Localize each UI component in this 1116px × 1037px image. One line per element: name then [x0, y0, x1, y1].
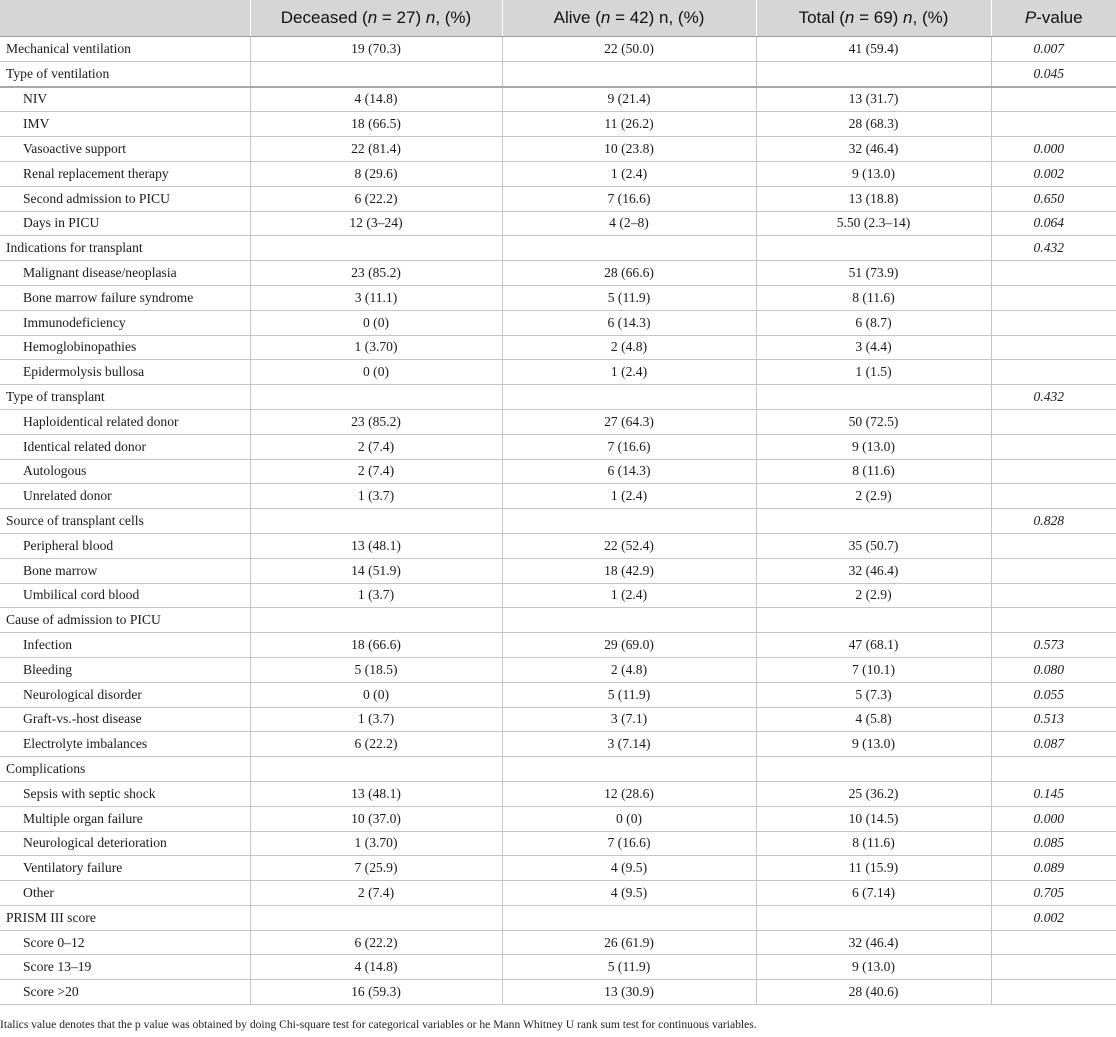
- table-row: [0, 409, 1116, 434]
- cell-deceased: 12 (3–24): [250, 211, 502, 236]
- cell-alive: 22 (50.0): [502, 37, 756, 62]
- cell-deceased: 18 (66.5): [250, 112, 502, 137]
- cell-p-value: 0.432: [991, 236, 1116, 261]
- cell-total: [756, 61, 991, 86]
- row-label: Electrolyte imbalances: [0, 732, 250, 757]
- table-row: [0, 633, 1116, 658]
- cell-p-value: [991, 261, 1116, 286]
- cell-total: 13 (18.8): [756, 186, 991, 211]
- cell-total: 50 (72.5): [756, 409, 991, 434]
- cell-deceased: 1 (3.7): [250, 583, 502, 608]
- row-label: Ventilatory failure: [0, 856, 250, 881]
- cell-p-value: [991, 558, 1116, 583]
- cell-p-value: 0.573: [991, 633, 1116, 658]
- row-label: Sepsis with septic shock: [0, 781, 250, 806]
- row-label: Neurological deterioration: [0, 831, 250, 856]
- cell-p-value: [991, 484, 1116, 509]
- row-label: Cause of admission to PICU: [0, 608, 250, 633]
- cell-p-value: 0.000: [991, 806, 1116, 831]
- cell-alive: 4 (9.5): [502, 881, 756, 906]
- header-alive: Alive (n = 42) n, (%): [502, 0, 756, 37]
- cell-total: 9 (13.0): [756, 732, 991, 757]
- cell-alive: 7 (16.6): [502, 831, 756, 856]
- cell-total: 5 (7.3): [756, 682, 991, 707]
- row-label: Neurological disorder: [0, 682, 250, 707]
- cell-deceased: 2 (7.4): [250, 881, 502, 906]
- cell-total: 28 (40.6): [756, 980, 991, 1005]
- cell-p-value: 0.828: [991, 509, 1116, 534]
- cell-total: 28 (68.3): [756, 112, 991, 137]
- table-row: [0, 657, 1116, 682]
- row-label: Second admission to PICU: [0, 186, 250, 211]
- cell-alive: 12 (28.6): [502, 781, 756, 806]
- cell-deceased: [250, 905, 502, 930]
- cell-total: 4 (5.8): [756, 707, 991, 732]
- cell-p-value: 0.045: [991, 61, 1116, 86]
- cell-total: 32 (46.4): [756, 930, 991, 955]
- header-row: [0, 0, 1116, 37]
- table-row: [0, 87, 1116, 112]
- cell-deceased: 13 (48.1): [250, 781, 502, 806]
- cell-p-value: 0.055: [991, 682, 1116, 707]
- row-label: Haploidentical related donor: [0, 409, 250, 434]
- cell-total: 7 (10.1): [756, 657, 991, 682]
- table-footnote: Italics value denotes that the p value was obtained by doing Chi-square test for categorical variables or he Mann Whitney U rank sum test for continuous variables.: [0, 1018, 757, 1031]
- cell-alive: 1 (2.4): [502, 484, 756, 509]
- table-row: [0, 285, 1116, 310]
- table-row: [0, 806, 1116, 831]
- row-label: Type of ventilation: [0, 61, 250, 86]
- cell-alive: 0 (0): [502, 806, 756, 831]
- cell-p-value: [991, 434, 1116, 459]
- row-label: Hemoglobinopathies: [0, 335, 250, 360]
- cell-p-value: [991, 757, 1116, 782]
- cell-total: [756, 608, 991, 633]
- cell-p-value: 0.080: [991, 657, 1116, 682]
- cell-alive: 2 (4.8): [502, 657, 756, 682]
- table-row: [0, 112, 1116, 137]
- row-label: Type of transplant: [0, 385, 250, 410]
- row-label: Epidermolysis bullosa: [0, 360, 250, 385]
- cell-p-value: 0.087: [991, 732, 1116, 757]
- table-row: [0, 484, 1116, 509]
- cell-total: 10 (14.5): [756, 806, 991, 831]
- cell-alive: 13 (30.9): [502, 980, 756, 1005]
- cell-p-value: 0.085: [991, 831, 1116, 856]
- table-row: [0, 161, 1116, 186]
- table-row: [0, 856, 1116, 881]
- cell-total: 6 (8.7): [756, 310, 991, 335]
- table-row: [0, 707, 1116, 732]
- table-row: [0, 881, 1116, 906]
- cell-deceased: [250, 385, 502, 410]
- row-label: IMV: [0, 112, 250, 137]
- cell-total: [756, 385, 991, 410]
- cell-p-value: [991, 608, 1116, 633]
- cell-total: 8 (11.6): [756, 831, 991, 856]
- row-label: Score 0–12: [0, 930, 250, 955]
- row-label: NIV: [0, 87, 250, 112]
- cell-alive: 3 (7.1): [502, 707, 756, 732]
- cell-alive: 11 (26.2): [502, 112, 756, 137]
- cell-deceased: 0 (0): [250, 682, 502, 707]
- row-label: Source of transplant cells: [0, 509, 250, 534]
- table-row: [0, 236, 1116, 261]
- cell-deceased: [250, 236, 502, 261]
- cell-deceased: 4 (14.8): [250, 955, 502, 980]
- cell-deceased: 6 (22.2): [250, 930, 502, 955]
- table-row: [0, 310, 1116, 335]
- cell-alive: 4 (2–8): [502, 211, 756, 236]
- table-row: [0, 261, 1116, 286]
- cell-deceased: [250, 61, 502, 86]
- cell-alive: [502, 385, 756, 410]
- header-p-value: P-value: [991, 0, 1116, 37]
- cell-total: 9 (13.0): [756, 955, 991, 980]
- cell-deceased: 0 (0): [250, 360, 502, 385]
- row-label: Complications: [0, 757, 250, 782]
- cell-p-value: [991, 930, 1116, 955]
- cell-p-value: 0.007: [991, 37, 1116, 62]
- cell-deceased: 2 (7.4): [250, 459, 502, 484]
- cell-total: 32 (46.4): [756, 558, 991, 583]
- cell-deceased: 5 (18.5): [250, 657, 502, 682]
- row-label: Immunodeficiency: [0, 310, 250, 335]
- row-label: Umbilical cord blood: [0, 583, 250, 608]
- cell-alive: [502, 757, 756, 782]
- cell-alive: 1 (2.4): [502, 161, 756, 186]
- cell-p-value: [991, 335, 1116, 360]
- cell-deceased: 8 (29.6): [250, 161, 502, 186]
- cell-deceased: 19 (70.3): [250, 37, 502, 62]
- row-label: Graft-vs.-host disease: [0, 707, 250, 732]
- cell-deceased: [250, 608, 502, 633]
- cell-total: 9 (13.0): [756, 434, 991, 459]
- cell-deceased: 4 (14.8): [250, 87, 502, 112]
- cell-deceased: 2 (7.4): [250, 434, 502, 459]
- cell-deceased: 6 (22.2): [250, 186, 502, 211]
- table-row: [0, 335, 1116, 360]
- row-label: Bone marrow failure syndrome: [0, 285, 250, 310]
- cell-p-value: 0.064: [991, 211, 1116, 236]
- cell-p-value: 0.089: [991, 856, 1116, 881]
- cell-total: 32 (46.4): [756, 137, 991, 162]
- cell-total: 8 (11.6): [756, 285, 991, 310]
- cell-deceased: 13 (48.1): [250, 533, 502, 558]
- cell-alive: 1 (2.4): [502, 583, 756, 608]
- cell-alive: 10 (23.8): [502, 137, 756, 162]
- table-row: [0, 583, 1116, 608]
- cell-deceased: 14 (51.9): [250, 558, 502, 583]
- row-label: Infection: [0, 633, 250, 658]
- cell-p-value: [991, 533, 1116, 558]
- table-row: [0, 831, 1116, 856]
- table-row: [0, 137, 1116, 162]
- cell-total: 41 (59.4): [756, 37, 991, 62]
- cell-alive: 5 (11.9): [502, 682, 756, 707]
- table-row: [0, 757, 1116, 782]
- row-label: Score >20: [0, 980, 250, 1005]
- cell-total: 51 (73.9): [756, 261, 991, 286]
- cell-alive: 29 (69.0): [502, 633, 756, 658]
- header-total: Total (n = 69) n, (%): [756, 0, 991, 37]
- cell-p-value: 0.000: [991, 137, 1116, 162]
- cell-alive: 5 (11.9): [502, 955, 756, 980]
- cell-alive: 7 (16.6): [502, 434, 756, 459]
- table-row: [0, 608, 1116, 633]
- cell-p-value: [991, 409, 1116, 434]
- cell-alive: 6 (14.3): [502, 459, 756, 484]
- row-label: Vasoactive support: [0, 137, 250, 162]
- row-label: Score 13–19: [0, 955, 250, 980]
- cell-alive: [502, 905, 756, 930]
- cell-p-value: 0.650: [991, 186, 1116, 211]
- cell-total: 1 (1.5): [756, 360, 991, 385]
- row-label: Peripheral blood: [0, 533, 250, 558]
- cell-p-value: [991, 310, 1116, 335]
- cell-alive: [502, 236, 756, 261]
- table-row: [0, 955, 1116, 980]
- table-row: [0, 186, 1116, 211]
- cell-alive: [502, 61, 756, 86]
- cell-p-value: [991, 87, 1116, 112]
- cell-total: [756, 236, 991, 261]
- cell-deceased: 1 (3.70): [250, 831, 502, 856]
- table-row: [0, 360, 1116, 385]
- table-row: [0, 37, 1116, 62]
- cell-deceased: 1 (3.7): [250, 484, 502, 509]
- cell-deceased: [250, 509, 502, 534]
- cell-alive: [502, 509, 756, 534]
- cell-alive: 7 (16.6): [502, 186, 756, 211]
- row-label: Multiple organ failure: [0, 806, 250, 831]
- cell-alive: 28 (66.6): [502, 261, 756, 286]
- cell-total: [756, 509, 991, 534]
- cell-deceased: 23 (85.2): [250, 409, 502, 434]
- cell-p-value: 0.002: [991, 905, 1116, 930]
- row-label: Unrelated donor: [0, 484, 250, 509]
- table-row: [0, 781, 1116, 806]
- cell-alive: 1 (2.4): [502, 360, 756, 385]
- table-row: [0, 732, 1116, 757]
- cell-total: 9 (13.0): [756, 161, 991, 186]
- cell-deceased: 1 (3.70): [250, 335, 502, 360]
- cell-alive: [502, 608, 756, 633]
- cell-deceased: 22 (81.4): [250, 137, 502, 162]
- row-label: Malignant disease/neoplasia: [0, 261, 250, 286]
- cell-p-value: [991, 955, 1116, 980]
- cell-alive: 3 (7.14): [502, 732, 756, 757]
- cell-total: 6 (7.14): [756, 881, 991, 906]
- cell-p-value: [991, 459, 1116, 484]
- table-row: [0, 682, 1116, 707]
- row-label: Days in PICU: [0, 211, 250, 236]
- header-variable: [0, 0, 250, 37]
- cell-alive: 27 (64.3): [502, 409, 756, 434]
- cell-deceased: 16 (59.3): [250, 980, 502, 1005]
- cell-p-value: [991, 360, 1116, 385]
- cell-alive: 18 (42.9): [502, 558, 756, 583]
- cell-deceased: [250, 757, 502, 782]
- cell-p-value: 0.513: [991, 707, 1116, 732]
- cell-p-value: [991, 583, 1116, 608]
- table-row: [0, 211, 1116, 236]
- cell-total: 47 (68.1): [756, 633, 991, 658]
- cell-total: 35 (50.7): [756, 533, 991, 558]
- cell-deceased: 6 (22.2): [250, 732, 502, 757]
- cell-alive: 22 (52.4): [502, 533, 756, 558]
- cell-p-value: [991, 112, 1116, 137]
- cell-total: 25 (36.2): [756, 781, 991, 806]
- cell-alive: 26 (61.9): [502, 930, 756, 955]
- table-row: [0, 533, 1116, 558]
- table-row: [0, 459, 1116, 484]
- cell-deceased: 7 (25.9): [250, 856, 502, 881]
- cell-total: 5.50 (2.3–14): [756, 211, 991, 236]
- row-label: Renal replacement therapy: [0, 161, 250, 186]
- row-label: Bone marrow: [0, 558, 250, 583]
- cell-p-value: 0.432: [991, 385, 1116, 410]
- cell-alive: 5 (11.9): [502, 285, 756, 310]
- table-body: [0, 37, 1116, 1005]
- cell-total: 11 (15.9): [756, 856, 991, 881]
- table-row: [0, 509, 1116, 534]
- row-label: Other: [0, 881, 250, 906]
- cell-deceased: 3 (11.1): [250, 285, 502, 310]
- cell-alive: 9 (21.4): [502, 87, 756, 112]
- cell-alive: 6 (14.3): [502, 310, 756, 335]
- cell-deceased: 10 (37.0): [250, 806, 502, 831]
- row-label: Identical related donor: [0, 434, 250, 459]
- table-row: [0, 930, 1116, 955]
- cell-deceased: 18 (66.6): [250, 633, 502, 658]
- cell-total: 8 (11.6): [756, 459, 991, 484]
- cell-total: 3 (4.4): [756, 335, 991, 360]
- cell-total: 13 (31.7): [756, 87, 991, 112]
- table-row: [0, 434, 1116, 459]
- row-label: PRISM III score: [0, 905, 250, 930]
- cell-deceased: 1 (3.7): [250, 707, 502, 732]
- cell-p-value: 0.705: [991, 881, 1116, 906]
- cell-deceased: 23 (85.2): [250, 261, 502, 286]
- cell-alive: 4 (9.5): [502, 856, 756, 881]
- row-label: Mechanical ventilation: [0, 37, 250, 62]
- table-row: [0, 385, 1116, 410]
- row-label: Bleeding: [0, 657, 250, 682]
- table-row: [0, 558, 1116, 583]
- cell-p-value: 0.145: [991, 781, 1116, 806]
- table-row: [0, 61, 1116, 86]
- cell-deceased: 0 (0): [250, 310, 502, 335]
- row-label: Indications for transplant: [0, 236, 250, 261]
- cell-total: [756, 905, 991, 930]
- cell-p-value: [991, 285, 1116, 310]
- cell-p-value: [991, 980, 1116, 1005]
- cell-total: 2 (2.9): [756, 583, 991, 608]
- cell-alive: 2 (4.8): [502, 335, 756, 360]
- cell-total: 2 (2.9): [756, 484, 991, 509]
- cell-total: [756, 757, 991, 782]
- table-row: [0, 980, 1116, 1005]
- cell-p-value: 0.002: [991, 161, 1116, 186]
- table-row: [0, 905, 1116, 930]
- header-deceased: Deceased (n = 27) n, (%): [250, 0, 502, 37]
- row-label: Autologous: [0, 459, 250, 484]
